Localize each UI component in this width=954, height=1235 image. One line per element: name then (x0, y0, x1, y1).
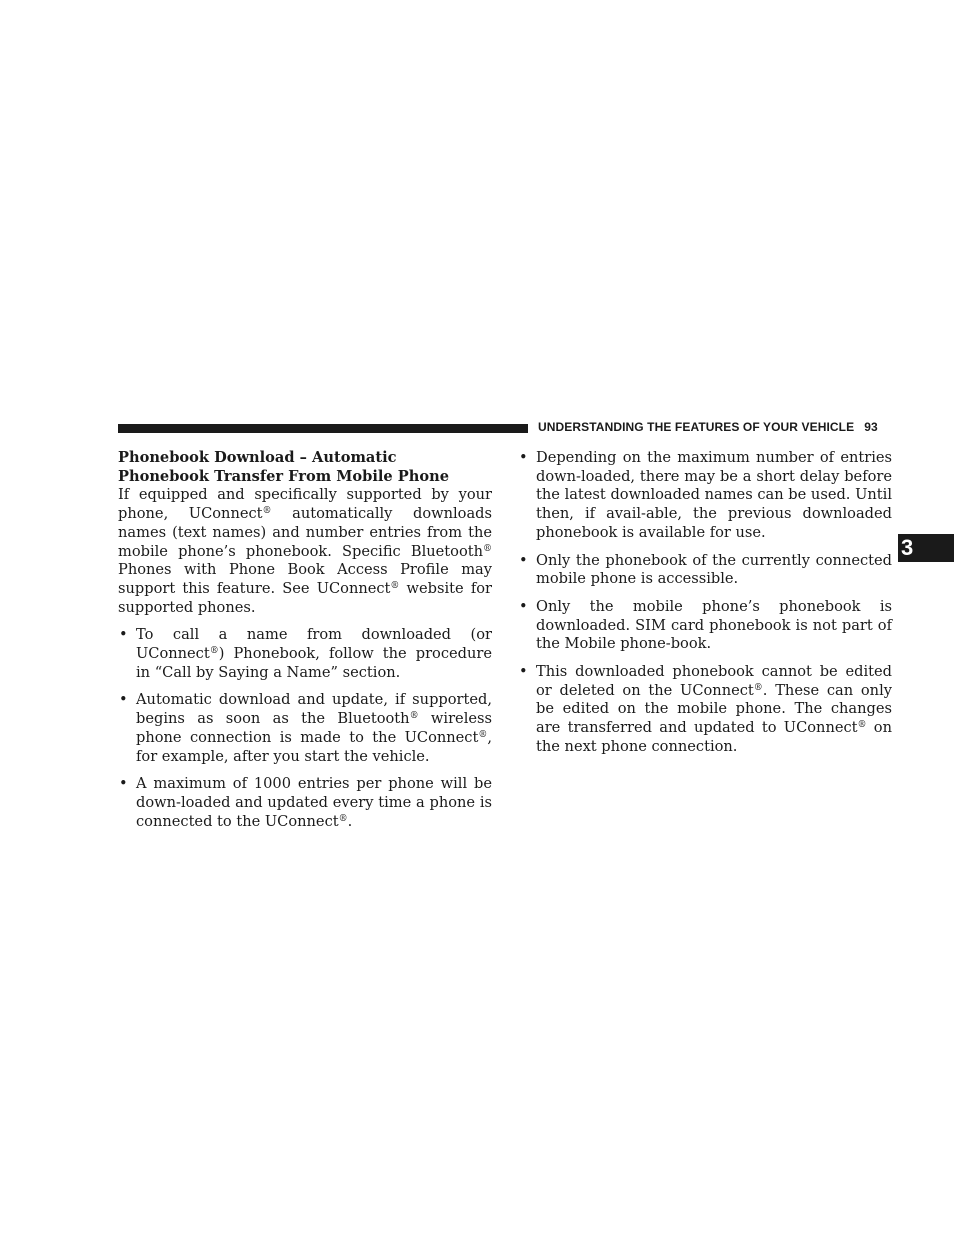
bullet-glyph: • (119, 626, 128, 644)
list-item (518, 449, 892, 543)
list-item-text: Only the mobile phone’s phonebook is downloaded. SIM card phonebook is not part of the Mobile phone-book. (536, 597, 892, 653)
running-header (538, 420, 892, 434)
bullet-glyph: • (519, 663, 528, 681)
bullet-glyph: • (119, 691, 128, 709)
bullet-glyph: • (519, 597, 528, 615)
intro-paragraph: If equipped and specifically supported by your phone, UConnect® automatically downloads names (text names) and number entries from the mobile phone’s phonebook. Specific Bluetooth® Phones with Phone Book Access Profile may support this feature. See UConnect® website for supported phones. (118, 486, 492, 616)
list-item-text: Automatic download and update, if supported, begins as soon as the Bluetooth® wireless phone connection is made to the UConnect®, for example, after you start the vehicle. (136, 691, 492, 765)
list-item (518, 663, 892, 757)
right-column (518, 449, 892, 766)
section-title: UNDERSTANDING THE FEATURES OF YOUR VEHICLE (538, 420, 855, 434)
left-column (118, 449, 492, 840)
list-item-text: Depending on the maximum number of entries down-loaded, there may be a short delay before the latest downloaded names can be used. Until then, if avail-able, the previous downloaded phonebook is available for use. (536, 449, 892, 541)
list-item (518, 598, 892, 654)
list-item-text: This downloaded phonebook cannot be edited or deleted on the UConnect®. These can only be edited on the mobile phone. The changes are transferred and updated to UConnect® on the next phone connection. (536, 663, 892, 755)
list-item (518, 552, 892, 589)
list-item (118, 626, 492, 682)
list-item-text: A maximum of 1000 entries per phone will be down-loaded and updated every time a phone is connected to the UConnect®. (136, 775, 492, 830)
bullet-glyph: • (519, 449, 528, 466)
header-rule (118, 424, 528, 433)
bullet-glyph: • (119, 775, 128, 793)
page-number: 93 (864, 420, 878, 434)
list-item (118, 691, 492, 766)
left-bullet-list (118, 626, 492, 831)
bullet-glyph: • (519, 551, 528, 569)
right-bullet-list (518, 449, 892, 757)
list-item (118, 775, 492, 831)
chapter-tab: 3 (898, 534, 954, 562)
list-item-text: Only the phonebook of the currently connected mobile phone is accessible. (536, 551, 892, 588)
list-item-text: To call a name from downloaded (or UConnect®) Phonebook, follow the procedure in “Call by Saying a Name” section. (136, 626, 492, 681)
section-heading: Phonebook Download – Automatic Phonebook Transfer From Mobile Phone (118, 449, 449, 485)
